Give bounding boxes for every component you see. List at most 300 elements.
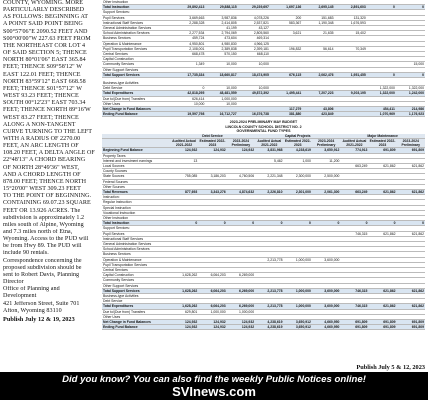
table-cell: 4,660,950 [312,325,340,330]
table-cell: 10,000 [238,86,270,91]
table-cell: 0 [255,221,283,226]
row-label: Instruction: [102,195,170,200]
table-cell: 691,809 [397,325,425,330]
legal-text-line: PARTICULARLY DESCRIBED [3,7,85,14]
row-label: Community Services [102,62,173,67]
row-label: Central Services [102,52,173,57]
row-label: Vocational Instruction [102,210,170,215]
legal-text-line: NORTH 83°59'12" EAST 668.58 [3,78,86,85]
table-cell: 469,314 [238,36,270,41]
table-cell: 4,238,619 [255,325,283,330]
table-cell: 691,809 [340,320,368,325]
column-header: 2023-2024 Preliminary [227,138,255,147]
row-label: Property Taxes [102,153,170,158]
table-cell: 746,315 [340,231,368,236]
row-label: Pupil Transportation Services [102,262,170,267]
budget-table-governmental-funds [102,134,425,331]
header-blank [102,138,170,147]
table-cell: 196,832 [270,46,302,51]
row-label: Debt Service [102,86,173,91]
row-label: Total Expenditures [102,91,173,96]
table-cell: 774,913 [340,148,368,153]
table-cell [335,112,367,117]
table-cell: 0 [340,221,368,226]
table-cell: 124,932 [170,325,198,330]
table-cell: 621,862 [368,231,396,236]
row-label: Other Sources [102,184,170,189]
legal-text-line: FEET; THENCE S09°58'12" W [3,64,82,71]
table-cell: 3,186,203 [198,174,226,179]
legal-text-line: AS FOLLOWS: BEGINNING AT [3,14,88,21]
table-cell: 2,389,838 [205,46,237,51]
legal-text-line: miles south of Alpine, Wyoming [3,221,84,228]
budget-tables-column [102,0,425,372]
table-cell: 124,932 [227,320,255,325]
legal-text-line: CONTAINING 69.07.23 SQUARE [3,200,91,207]
table-cell: 3,669,663 [173,15,205,20]
table-cell: 18,474,905 [238,72,270,77]
table-row [102,72,425,77]
table-row [102,325,425,330]
table-cell: 2,695,145 [302,5,334,10]
row-label: Debt Service [102,299,170,304]
table-cell: 0 [396,5,425,10]
legal-text-line: AND A CHORD LENGTH OF [3,171,81,178]
legal-text-line: FEET; THENCE NORTH 89°16'W [3,107,91,114]
table-cell: 70,349 [335,46,367,51]
table-cell: 10,000 [205,86,237,91]
table-cell: 0 [367,72,396,77]
table-cell: 1,322,000 [396,86,425,91]
table-cell: 1,628,262 [170,288,198,293]
table-cell: 0 [367,5,396,10]
table-cell: 1,176,923 [396,112,425,117]
legal-text-line: S00°57'06"E 2090.52 FEET AND [3,28,88,35]
table-cell: 10,000 [173,101,205,106]
table-cell: 454,411 [367,107,396,112]
table-cell: 124,932 [227,325,255,330]
table-cell: 691,809 [368,320,396,325]
row-label: Pupil Services [102,15,173,20]
table-cell: 0 [170,221,198,226]
table-cell: 2,891,603 [335,5,367,10]
row-label: Central Services [102,267,170,272]
table-cell: 17,735,334 [173,72,205,77]
table-cell: 131,320 [335,15,367,20]
table-cell: 3,650,912 [284,325,312,330]
table-cell: 0 [312,221,340,226]
legal-text-line: Wyoming. Access to the PUD will [3,236,89,243]
row-label: Total Support Services [102,288,170,293]
table-cell: 15,402 [335,31,367,36]
table-cell: 1,628,262 [170,304,198,309]
table-cell: 1,242,000 [396,91,425,96]
table-cell: 621,862 [368,163,396,168]
table-cell: 691,809 [397,148,425,153]
row-label: School Administration Services [102,31,173,36]
table-cell: 621,862 [397,304,425,309]
table-cell: 2,062,476 [302,72,334,77]
legal-text-line: Correspondence concerning the [3,257,82,264]
table-cell: 2,277,534 [173,31,205,36]
table-cell: 4,966,125 [238,41,270,46]
table-cell: 200 [270,15,302,20]
table-cell: 19,597,798 [173,112,205,117]
table-cell: 1,000 [284,158,312,163]
table-cell: 1,349 [173,62,205,67]
table-cell: 4,874,632 [227,189,255,194]
table-cell: 746,315 [340,304,368,309]
table-cell: 626,414 [173,96,205,101]
row-label: Ending Fund Balance [102,112,173,117]
table-cell: 4,660,950 [312,320,340,325]
table-cell: 1,697,136 [270,5,302,10]
table-cell: 16,376,738 [238,112,270,117]
table-cell: 3,650,912 [284,320,312,325]
row-label: Net Change in Fund Balances [102,320,170,325]
table-cell: 6,064,203 [198,304,226,309]
table-cell: 2,805,560 [238,31,270,36]
table-cell: 629,801 [170,309,198,314]
legal-text-line: Director [3,279,24,286]
legal-text-line: A POINT SAID POINT BEING [3,21,83,28]
column-header: Audited Actual 2021-2022 [255,138,283,147]
legal-text-line: CURVE TURNING TO THE LEFT [3,128,93,135]
table-cell: 691,809 [340,325,368,330]
legal-text-line: S00°00'00"W 227.63 FEET FROM [3,35,91,42]
row-label: Pupil Services [102,231,170,236]
legal-text-line: FEET; THENCE S01°57'12" W [3,85,82,92]
table-cell: 621,862 [368,288,396,293]
table-cell: 1,000,000 [227,309,255,314]
legal-text-line: 15°20'00" WEST 309.23 FEET [3,186,81,193]
column-header: 2023-2024 Preliminary [397,138,425,147]
table-cell: 124,932 [198,320,226,325]
column-header: Audited Actual 2021-2022 [340,138,368,147]
table-cell: 4,238,619 [284,148,312,153]
row-label: Business Services [102,252,170,257]
row-label: Local Sources [102,163,170,168]
promo-banner-website[interactable]: SVInews.com [172,383,256,399]
row-label: School Administration Services [102,247,170,252]
row-label: Instructional Staff Services [102,236,170,241]
row-label: Federal Sources [102,179,170,184]
table-cell: 6,269,000 [227,288,255,293]
table-cell: 2,226,810 [255,189,283,194]
legal-text-line: proposed subdivision should be [3,264,82,271]
row-label: Total Instruction [102,221,170,226]
table-cell: 2,301,000 [284,189,312,194]
row-label: Pupil Transportation Services [102,46,173,51]
table-cell: 18,660,817 [205,72,237,77]
table-cell: 42,818,295 [173,91,205,96]
table-cell: 3,600,000 [312,304,340,309]
legal-text-line: SOUTH 00°12'23" EAST 703.34 [3,100,86,107]
legal-text-line: be from Hwy 89. The PUD will [3,243,82,250]
row-label: Total Support Services [102,72,173,77]
table-title: 2023-2024 PRELIMINARY MAY BUDGET [229,120,298,125]
legal-text-line: NORTH 80°01'06" EAST 365.84 [3,57,86,64]
table-cell: 3,650,912 [312,148,340,153]
table-cell: 691,809 [368,148,396,153]
table-cell: 1,676,593 [335,20,367,25]
row-label: Business-type Activities [102,81,173,86]
legal-notice-text [3,0,99,315]
table-cell: 621,862 [397,189,425,194]
legal-text-line: TO THE POINT OF BEGINNING. [3,193,92,200]
table-cell: 43,806 [302,107,334,112]
table-cell: 1,000,000 [198,309,226,314]
table-cell: 2,537,821 [238,20,270,25]
table-cell: 151,683 [302,15,334,20]
legal-text-line: Office of Planning and [3,286,60,293]
table-cell: 2,399,181 [238,46,270,51]
row-label: Other Uses [102,101,173,106]
legal-text-line: WEST 83.27 FEET; THENCE [3,114,79,121]
legal-text-line: 22°48'13" A CHORD BEARING [3,157,86,164]
table-cell: 0 [227,221,255,226]
column-header: Audited Actual 2021-2022 [170,138,198,147]
table-cell: 3,987,836 [205,15,237,20]
table-cell: 459,724 [173,36,205,41]
row-label: Business-type Activities [102,293,170,298]
row-label: Support Services: [102,226,170,231]
table-cell: 4,950,801 [173,41,205,46]
table-cell: 3,343,276 [198,189,226,194]
table-cell: 746,315 [340,288,368,293]
table-cell: 48,481,559 [205,91,237,96]
column-header: Estimated 2022-2023 [199,138,226,148]
legal-text-line: Afton, Wyoming 83110 [3,307,62,314]
row-label: Interest and investment earnings [102,158,170,163]
table-cell: 0 [396,72,425,77]
table-cell: 0 [397,221,425,226]
legal-text-line: FEET OR 13.926 ACRES. The [3,207,81,214]
promo-banner-tagline: Did you know? You can also find the weekly Public Notices online! [62,373,366,385]
table-cell: 29,888,115 [205,5,237,10]
fund-group-header: Debt Service [170,134,255,139]
legal-text-line: subdivision is approximately 1.2 [3,214,85,221]
table-cell: 2,288,328 [173,20,205,25]
table-cell: 4,238,619 [255,320,283,325]
table-cell: 15,000 [396,62,425,67]
table-cell: 3,600,000 [312,257,340,262]
table-cell: 11,200 [312,158,340,163]
legal-text-line: ALONG A NON-TANGENT [3,121,76,128]
table-cell: 124,932 [170,148,198,153]
table-cell: 9,203,195 [335,91,367,96]
table-fund-type: GOVERNMENTAL FUND TYPES [236,129,291,134]
table-cell: 755,085 [170,174,198,179]
table-cell: 3,831,968 [255,148,283,153]
table-cell: 676,115 [270,72,302,77]
row-label: General Administration Services [102,26,173,31]
table-cell: 668,110 [238,52,270,57]
table-cell: 2,414,805 [205,20,237,25]
table-cell: 663,249 [340,189,368,194]
table-row [102,112,425,117]
table-cell: 6,064,203 [198,288,226,293]
legal-text-line: FEET, AN ARC LENGTH OF [3,143,79,150]
table-cell: 10,000 [205,101,237,106]
table-cell: 10,000 [205,62,237,67]
table-subtitle: LINCOLN COUNTY SCHOOL DISTRICT NO. 2 [225,124,302,129]
table-cell: 691,809 [397,320,425,325]
table-cell: 1,495,441 [270,91,302,96]
row-label: Beginning Fund Balance [102,148,170,153]
table-cell: 1,951,455 [335,72,367,77]
row-label: Operation & Maintenance [102,257,170,262]
table-cell: 29,239,697 [238,5,270,10]
row-label: Community Services [102,278,170,283]
legal-text-line: THE NORTHEAST COR LOT 4 [3,42,86,49]
table-cell: 3,600,000 [312,288,340,293]
table-cell: 473,604 [205,36,237,41]
table-cell: 621,862 [397,231,425,236]
row-label: Operation & Maintenance [102,41,173,46]
table-cell: 621,862 [397,163,425,168]
row-label: Due to/(Due from) Transfers [102,309,170,314]
table-cell: 49,872,392 [238,91,270,96]
table-cell: 2,061,300 [312,189,340,194]
table-cell: 41,199 [205,26,237,31]
table-cell: 2,108,001 [173,46,205,51]
legal-text-line: WITH A RADIUS OF 2270.00 [3,135,81,142]
publish-dates-right: Publish July 5 & 12, 2023 [356,364,425,371]
row-label: Other Instruction [102,0,173,5]
row-label: Ending Fund Balance [102,325,170,330]
table-cell: 0 [173,86,205,91]
table-cell: 621,862 [397,288,425,293]
table-cell: 124,932 [170,320,198,325]
column-header: 2023-2024 Preliminary [312,138,340,147]
legal-text-line: Development [3,293,37,300]
table-cell: 13 [170,158,198,163]
row-label: State Sources [102,174,170,179]
table-cell: 423,849 [302,112,334,117]
table-cell: 43,127 [238,26,270,31]
table-cell: 2,213,778 [255,288,283,293]
row-label: Other Support Services [102,67,173,72]
legal-notice-column [3,0,99,372]
row-label: Other Instruction [102,215,170,220]
fund-group-header: Major Maintenance [340,134,425,139]
table-cell: 124,932 [198,325,226,330]
publish-dates-left: Publish July 12 & 19, 2023 [3,315,75,323]
table-cell: 124,932 [198,148,226,153]
legal-text-line: sent to Robert Davis, Planning [3,271,80,278]
table-cell: 56,614 [302,46,334,51]
row-label: Special Instruction [102,205,170,210]
table-cell: 1,190,348 [302,20,334,25]
table-cell: 3,621 [270,31,302,36]
table-cell: 663,249 [340,163,368,168]
table-cell: 2,221,348 [255,174,283,179]
table-cell: 1,000,000 [284,304,312,309]
row-label: Support Services: [102,10,173,15]
table-cell: 621,862 [368,189,396,194]
table-cell: 1,628,262 [170,273,198,278]
table-cell: 1,322,000 [367,86,396,91]
table-cell: 214,986 [396,107,425,112]
row-label: Other Support Services [102,283,170,288]
legal-text-line: COUNTY, WYOMING. MORE [3,0,84,6]
table-cell: 2,300,000 [284,174,312,179]
table-cell: 5,462 [255,158,283,163]
table-cell: 1,000,000 [284,257,312,262]
table-cell: 877,693 [170,189,198,194]
table-cell: 4,078,226 [238,15,270,20]
table-cell: 2,500,000 [312,174,340,179]
legal-text-line: 108.20 FEET, A DELTA ANGLE OF [3,150,95,157]
table-cell: 21,635 [302,31,334,36]
table-cell: 7,207,223 [302,91,334,96]
table-cell: 29,892,413 [173,5,205,10]
legal-text-line: include 90 rentals. [3,250,49,257]
table-cell: 570,150 [205,52,237,57]
legal-text-line: WEST 93.23 FEET; THENCE [3,93,79,100]
table-cell: 6,064,203 [198,273,226,278]
row-label: Capital Construction [102,57,173,62]
table-cell: 117,279 [270,107,302,112]
table-cell: 0 [284,221,312,226]
legal-text-line: 421 Jefferson Street, Suite 701 [3,300,80,307]
table-cell: 1,070,969 [367,112,396,117]
row-label: Business Services [102,36,173,41]
table-cell: 691,809 [368,325,396,330]
column-header: Estimated 2022-2023 [284,138,311,148]
table-cell: 4,760,506 [227,174,255,179]
row-label: Total Expenditures [102,304,170,309]
table-cell: 6,269,000 [227,304,255,309]
legal-text-line: OF NORTH 28°49'36" WEST, [3,164,80,171]
table-cell: 16,712,727 [205,112,237,117]
row-label: Total Revenues [102,189,170,194]
row-label: Capital Construction [102,273,170,278]
table-cell: 2,213,778 [255,304,283,309]
row-label: Total Instruction [102,5,173,10]
column-header-row [102,138,425,147]
table-cell: 2,794,069 [205,31,237,36]
table-cell: 0 [368,221,396,226]
row-label: Regular Instruction [102,200,170,205]
table-cell: 124,932 [227,148,255,153]
budget-table-general-fund [102,0,425,78]
table-cell: 381,880 [270,112,302,117]
table-cell: 4,980,830 [205,41,237,46]
row-label: Other Uses [102,314,170,319]
budget-table-general-fund-totals [102,81,425,117]
table-cell: 583,367 [270,20,302,25]
table-cell: 6,269,000 [227,273,255,278]
table-cell: 1,000,000 [284,288,312,293]
fund-group-header: Capital Projects [255,134,340,139]
legal-text-line: OF SAID SECTION 5; THENCE [3,50,87,57]
table-cell: 1,322,000 [367,91,396,96]
row-label: Net Change in Fund Balances [102,107,173,112]
table-cell: 621,862 [368,304,396,309]
column-header: Estimated 2022-2023 [369,138,396,148]
table-cell: 2,213,778 [255,257,283,262]
legal-text-line: and 7.3 miles north of Etna, [3,229,73,235]
row-label: Due to/(Due from) Transfers [102,96,173,101]
table-cell: 0 [198,221,226,226]
table-cell: 10,000 [238,62,270,67]
table-cell: 1,000,000 [205,96,237,101]
legal-text-line: EAST 122.01 FEET; THENCE [3,71,81,78]
legal-text-line: 878.00 FEET; THENCE NORTH [3,178,87,185]
row-label: Instructional Staff Services [102,20,173,25]
